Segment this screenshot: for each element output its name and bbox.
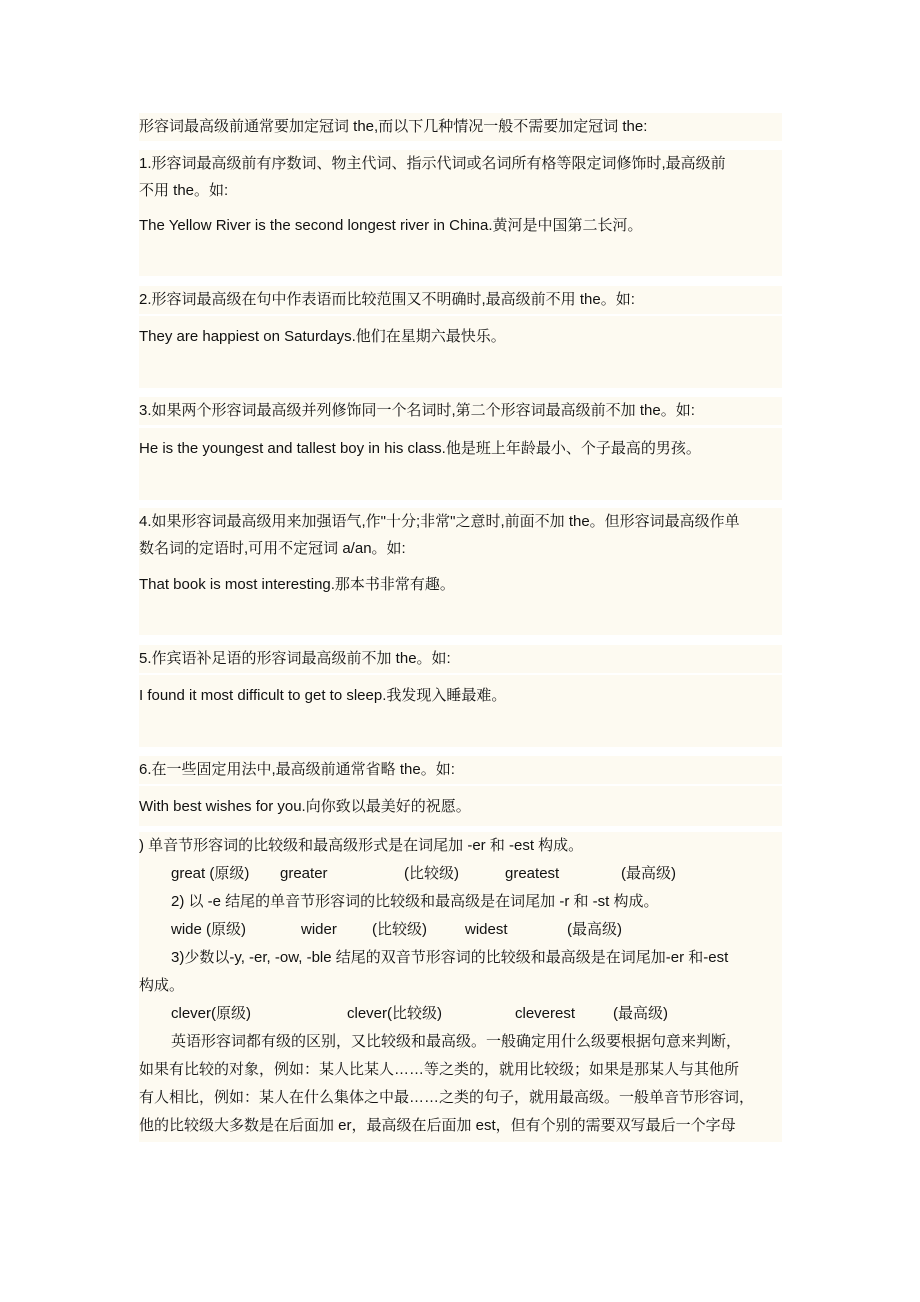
rule-4-example: That book is most interesting.那本书非常有趣。 [139,576,455,593]
superlative-form: widest [465,921,508,938]
summary-line-3: 有人相比，例如：某人在什么集体之中最……之类的句子，就用最高级。一般单音节形容词， [139,1089,755,1106]
rule-4-line-2: 数名词的定语时,可用不定冠词 a/an。如: [139,540,406,557]
summary-line-2: 如果有比较的对象，例如：某人比某人……等之类的，就用比较级；如果是那某人与其他所 [139,1061,740,1078]
formation-row-2 [139,916,782,944]
rule-5-example-area [139,675,782,747]
intro-text: 形容词最高级前通常要加定冠词 the,而以下几种情况一般不需要加定冠词 the: [139,113,782,141]
rule-4-line-1: 4.如果形容词最高级用来加强语气,作"十分;非常"之意时,前面不加 the。但形容词最高级作单 [139,513,740,530]
rule-1-line-2: 不用 the。如: [139,182,229,199]
comparative-label: (比较级) [404,865,459,882]
rule-1 [139,150,782,204]
formation-row-1 [139,860,782,888]
formation-rule-1: ) 单音节形容词的比较级和最高级形式是在词尾加 -er 和 -est 构成。 [139,832,782,860]
rule-6: 6.在一些固定用法中,最高级前通常省略 the。如: [139,756,782,784]
rule-1-line-1: 1.形容词最高级前有序数词、物主代词、指示代词或名词所有格等限定词修饰时,最高级前 [139,155,726,172]
rule-6-example: With best wishes for you.向你致以最美好的祝愿。 [139,798,471,815]
superlative-label: (最高级) [621,865,676,882]
formation-rule-3-line-1: 3)少数以-y, -er, -ow, -ble 结尾的双音节形容词的比较级和最高级是在词尾加-er 和-est [171,949,729,966]
rule-3: 3.如果两个形容词最高级并列修饰同一个名词时,第二个形容词最高级前不加 the。如: [139,397,782,425]
comparative-form: greater [280,865,328,882]
superlative-label: (最高级) [613,1005,668,1022]
formation-row-3 [139,1000,782,1028]
rule-3-example-area [139,428,782,500]
superlative-label: (最高级) [567,921,622,938]
positive-form: clever(原级) [171,1005,252,1022]
rule-3-example: He is the youngest and tallest boy in his class.他是班上年龄最小、个子最高的男孩。 [139,440,701,457]
rule-4-example-area [139,563,782,635]
rule-2-example-area [139,316,782,388]
summary-paragraph [139,1028,782,1142]
formation-rule-3 [139,944,782,1000]
superlative-form: greatest [505,865,560,882]
rule-1-example: The Yellow River is the second longest river in China.黄河是中国第二长河。 [139,217,643,234]
rule-2: 2.形容词最高级在句中作表语而比较范围又不明确时,最高级前不用 the。如: [139,286,782,314]
comparative-label: (比较级) [372,921,427,938]
formation-rule-2: 2) 以 -e 结尾的单音节形容词的比较级和最高级是在词尾加 -r 和 -st 构成。 [171,893,659,910]
rule-2-example: They are happiest on Saturdays.他们在星期六最快乐。 [139,328,506,345]
rule-1-example-area [139,204,782,276]
superlative-form: cleverest [515,1005,576,1022]
formation-rule-3-line-2: 构成。 [139,977,185,994]
rule-5-example: I found it most difficult to get to sleep.我发现入睡最难。 [139,687,507,704]
summary-line-4: 他的比较级大多数是在后面加 er，最高级在后面加 est，但有个别的需要双写最后一个字母 [139,1117,736,1134]
comparative-form: wider [301,921,337,938]
summary-line-1: 英语形容词都有级的区别，又比较级和最高级。一般确定用什么级要根据句意来判断， [171,1033,742,1050]
rule-4 [139,508,782,563]
rule-5: 5.作宾语补足语的形容词最高级前不加 the。如: [139,645,782,673]
comparative-form: clever(比较级) [347,1005,443,1022]
positive-form: wide (原级) [171,921,247,938]
rule-6-example-area [139,786,782,826]
positive-form: great (原级) [171,865,250,882]
formation-rule-2-row [139,888,782,916]
